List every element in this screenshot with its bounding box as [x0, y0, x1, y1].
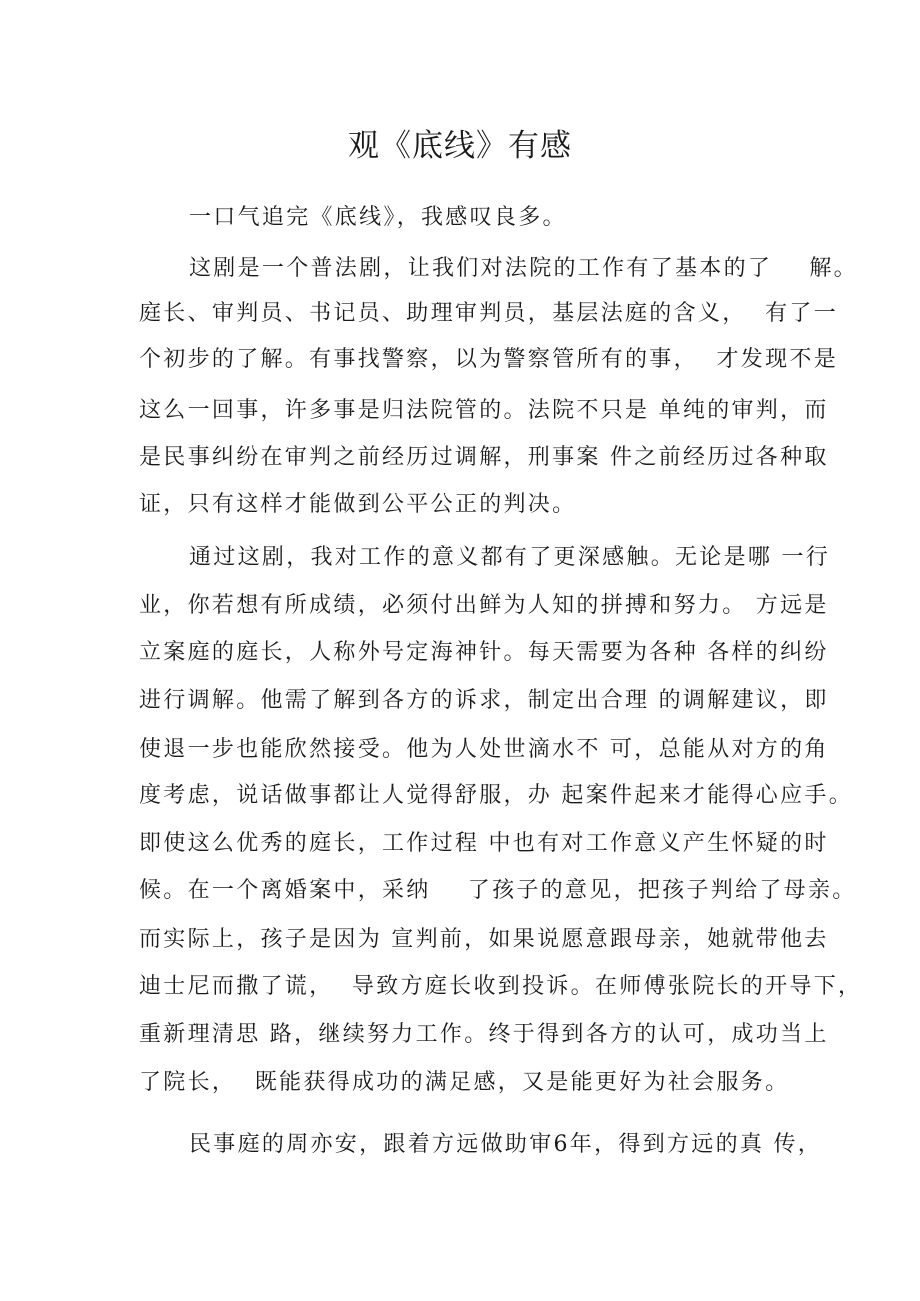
paragraph-line-19: 了院长， 既能获得成功的满足感，又是能更好为社会服务。	[139, 1070, 790, 1095]
paragraph-line-18: 重新理清思 路，继续努力工作。终于得到各方的认可，成功当上	[139, 1022, 829, 1047]
paragraph-line-13: 度考虑，说话做事都让人觉得舒服，办 起案件起来才能得心应手。	[139, 783, 853, 808]
paragraph-line-4: 个初步的了解。有事找警察，以为警察管所有的事， 才发现不是	[139, 347, 838, 372]
paragraph-line-14: 即使这么优秀的庭长，工作过程 中也有对工作意义产生怀疑的时	[139, 831, 829, 856]
paragraph-line-17: 迪士尼而撒了谎， 导致方庭长收到投诉。在师傅张院长的开导下，	[139, 974, 863, 999]
paragraph-line-6: 是民事纠纷在审判之前经历过调解，刑事案 件之前经历过各种取	[139, 445, 829, 470]
paragraph-line-3: 庭长、审判员、书记员、助理审判员，基层法庭的含义， 有了一	[139, 301, 838, 326]
paragraph-line-15: 候。在一个离婚案中，采纳 了孩子的意见，把孩子判给了母亲。	[139, 878, 857, 903]
paragraph-line-12: 使退一步也能欣然接受。他为人处世滴水不 可，总能从对方的角	[139, 737, 829, 762]
paragraph-line-2: 这剧是一个普法剧，让我们对法院的工作有了基本的了 解。	[189, 256, 858, 281]
paragraph-line-7: 证，只有这样才能做到公平公正的判决。	[139, 492, 577, 517]
paragraph-line-11: 进行调解。他需了解到各方的诉求，制定出合理 的调解建议，即	[139, 688, 829, 713]
paragraph-line-9: 业，你若想有所成绩，必须付出鲜为人知的拼搏和努力。 方远是	[139, 593, 829, 618]
paragraph-line-1: 一口气追完《底线》，我感叹良多。	[189, 205, 567, 230]
paragraph-line-8: 通过这剧，我对工作的意义都有了更深感触。无论是哪 一行	[189, 545, 831, 570]
paragraph-line-16: 而实际上，孩子是因为 宣判前，如果说愿意跟母亲，她就带他去	[139, 927, 829, 952]
document-title: 观《底线》有感	[348, 128, 572, 164]
paragraph-line-5: 这么一回事，许多事是归法院管的。法院不只是 单纯的审判，而	[139, 398, 829, 423]
paragraph-line-20: 民事庭的周亦安，跟着方远做助审6年，得到方远的真 传，	[189, 1132, 823, 1157]
paragraph-line-10: 立案庭的庭长，人称外号定海神针。每天需要为各种 各样的纠纷	[139, 640, 829, 665]
